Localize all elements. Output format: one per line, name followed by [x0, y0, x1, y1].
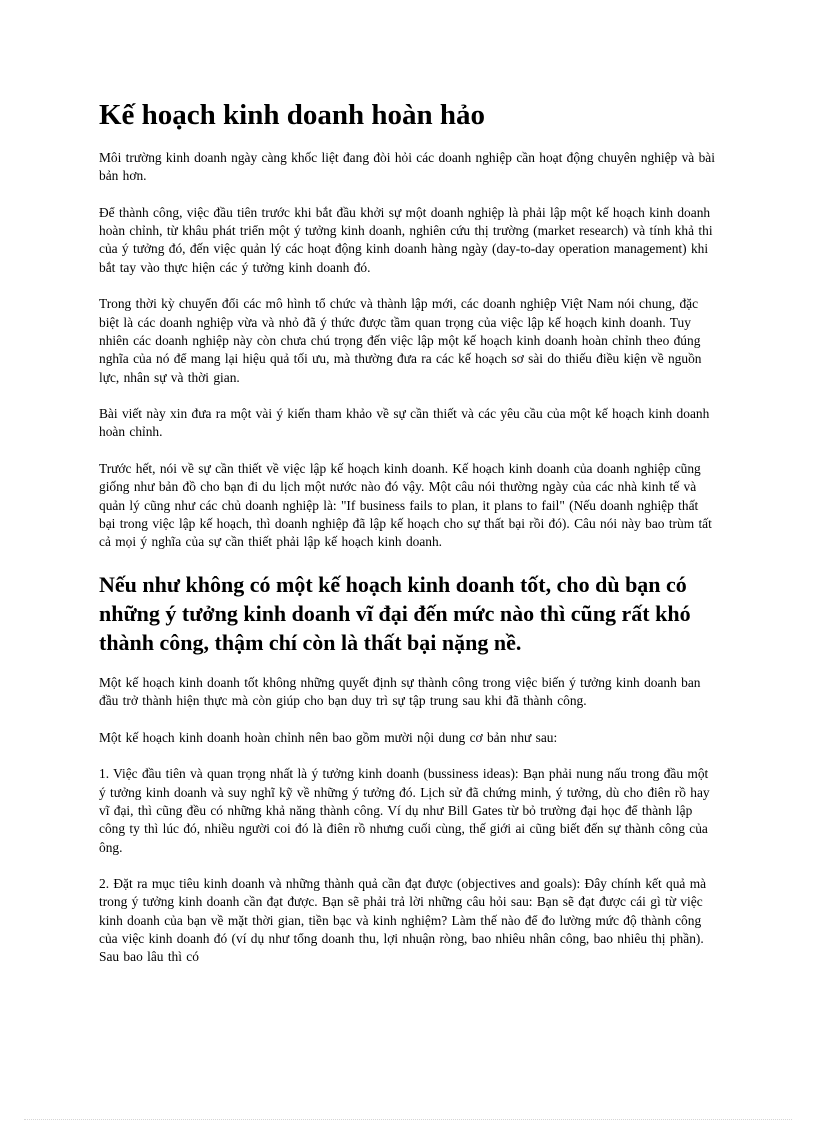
list-item-business-ideas: 1. Việc đầu tiên và quan trọng nhất là ý tưởng kinh doanh (bussiness ideas): Bạn phải nung nấu trong đầu một ý tưởng kinh doanh và suy nghĩ kỹ về những ý tưởng đó. Lịch sử đã chứng minh, ý tưởng, dù cho điên rồ hay vĩ đại, thì cũng đều có những khả năng thành công. Ví dụ như Bill Gates từ bỏ trường đại học để thành lập công ty thì lúc đó, nhiều người coi đó là điên rồ nhưng cuối cùng, thế giới ai cũng biết đến sự thành công của ông. — [99, 766, 710, 855]
paragraph-ten-contents: Một kế hoạch kinh doanh hoàn chỉnh nên bao gồm mười nội dung cơ bản như sau: — [99, 729, 558, 745]
paragraph-intro: Môi trường kinh doanh ngày càng khốc liệt đang đòi hỏi các doanh nghiệp cần hoạt động chuyên nghiệp và bài bản hơn. — [99, 150, 715, 184]
paragraph-good-plan: Một kế hoạch kinh doanh tốt không những quyết định sự thành công trong việc biến ý tưởng kinh doanh ban đầu trở thành hiện thực mà còn giúp cho bạn duy trì sự tập trung sau khi đã thành công. — [99, 674, 701, 709]
page-bottom-divider — [24, 1119, 792, 1120]
section-heading: Nếu như không có một kế hoạch kinh doanh tốt, cho dù bạn có những ý tưởng kinh doanh vĩ đại đến mức nào thì cũng rất khó thành công, thậm chí còn là thất bại nặng nề. — [99, 571, 691, 655]
paragraph-transition: Trong thời kỳ chuyển đổi các mô hình tổ chức và thành lập mới, các doanh nghiệp Việt Nam nói chung, đặc biệt là các doanh nghiệp vừa và nhỏ đã ý thức được tầm quan trọng của việc lập kế hoạch kinh doanh. Tuy nhiên các doanh nghiệp này còn chưa chú trọng đến việc lập một kế hoạch kinh doanh hoàn chỉnh theo đúng nghĩa của nó để mang lại hiệu quả tối ưu, mà thường đưa ra các kế hoạch sơ sài do thiếu điều kiện về nguồn lực, nhân sự và thời gian. — [99, 296, 702, 385]
document-page — [99, 95, 717, 985]
paragraph-success: Để thành công, việc đầu tiên trước khi bắt đầu khởi sự một doanh nghiệp là phải lập một kế hoạch kinh doanh hoàn chỉnh, từ khâu phát triển một ý tưởng kinh doanh, nghiên cứu thị trường (market research) và tính khả thi của ý tưởng đó, đến việc quản lý các hoạt động kinh doanh hàng ngày (day-to-day operation management) khi bắt tay vào thực hiện các ý tưởng kinh doanh đó. — [99, 204, 713, 275]
document-title: Kế hoạch kinh doanh hoàn hảo — [99, 99, 486, 131]
paragraph-purpose: Bài viết này xin đưa ra một vài ý kiến tham khảo về sự cần thiết và các yêu cầu của một kế hoạch kinh doanh hoàn chỉnh. — [99, 406, 710, 440]
list-item-objectives-goals: 2. Đặt ra mục tiêu kinh doanh và những thành quả cần đạt được (objectives and goals): Đây chính kết quả mà trong ý tưởng kinh doanh cần đạt được. Bạn sẽ phải trả lời những câu hỏi sau: Bạn sẽ đạt được cái gì từ việc kinh doanh của bạn về mặt thời gian, tiền bạc và kinh nghiệm? Làm thế nào để đo lường mức độ thành công của việc kinh doanh đó (ví dụ như tổng doanh thu, lợi nhuận ròng, bao nhiêu nhân công, bao nhiêu thị phần). Sau bao lâu thì có — [99, 876, 707, 965]
paragraph-necessity: Trước hết, nói về sự cần thiết về việc lập kế hoạch kinh doanh. Kế hoạch kinh doanh của doanh nghiệp cũng giống như bản đồ cho bạn đi du lịch một nước nào đó vậy. Một câu nói thường ngày của các nhà kinh tế và quản lý cũng như các chủ doanh nghiệp là: "If business fails to plan, it plans to fail" (Nếu doanh nghiệp thất bại trong việc lập kế hoạch, thì doanh nghiệp đã lập kế hoạch cho sự thất bại rồi đó). Câu nói này bao trùm tất cả mọi ý nghĩa của sự cần thiết phải lập kế hoạch kinh doanh. — [99, 461, 712, 550]
